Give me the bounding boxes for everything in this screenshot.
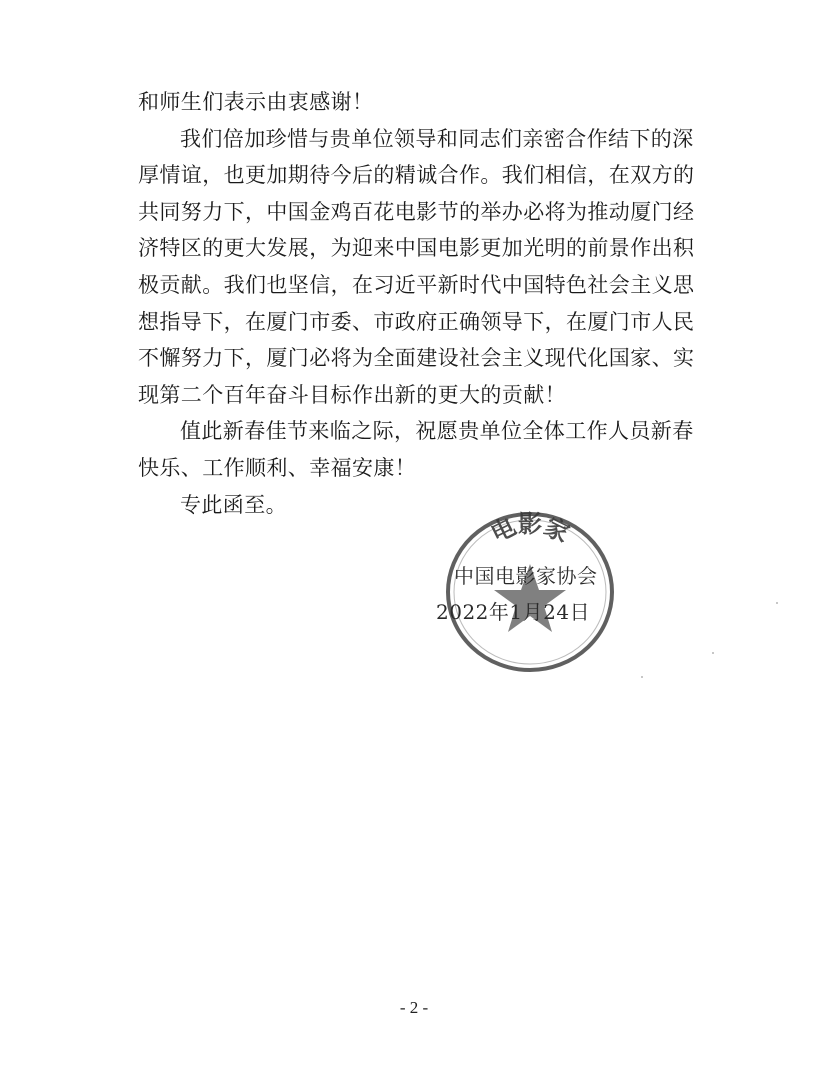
signer-name: 中国电影家协会 [454,564,598,588]
official-seal-stamp [440,506,620,676]
signature-date: 2022年1月24日 [436,600,591,624]
scan-speck [776,602,778,604]
page-number: - 2 - [399,998,429,1017]
svg-text:电影家 [486,509,574,548]
scan-speck [712,652,714,654]
letter-body [138,84,708,523]
letter-closing: 专此函至。 [180,492,287,517]
signature-block [434,510,634,680]
scan-speck [641,676,643,678]
seal-text: 电影家 [485,509,575,549]
paragraph-continuation: 和师生们表示由衷感谢！ [138,90,374,114]
paragraph-cooperation: 我们倍加珍惜与贵单位领导和同志们亲密合作结下的深厚情谊，也更加期待今后的精诚合作。我们相信，在双方的共同努力下，中国金鸡百花电影节的举办必将为推动厦门经济特区的更大发展，为迎来中国电影更加光明的前景作出积极贡献。我们也坚信，在习近平新时代中国特色社会主义思想指导下，在厦门市委、市政府正确领导下，在厦门市人民不懈努力下，厦门必将为全面建设社会主义现代化国家、实现第二个百年奋斗目标作出新的更大的贡献！ [138,126,695,407]
paragraph-new-year-wishes: 值此新春佳节来临之际，祝愿贵单位全体工作人员新春快乐、工作顺利、幸福安康！ [138,419,694,480]
